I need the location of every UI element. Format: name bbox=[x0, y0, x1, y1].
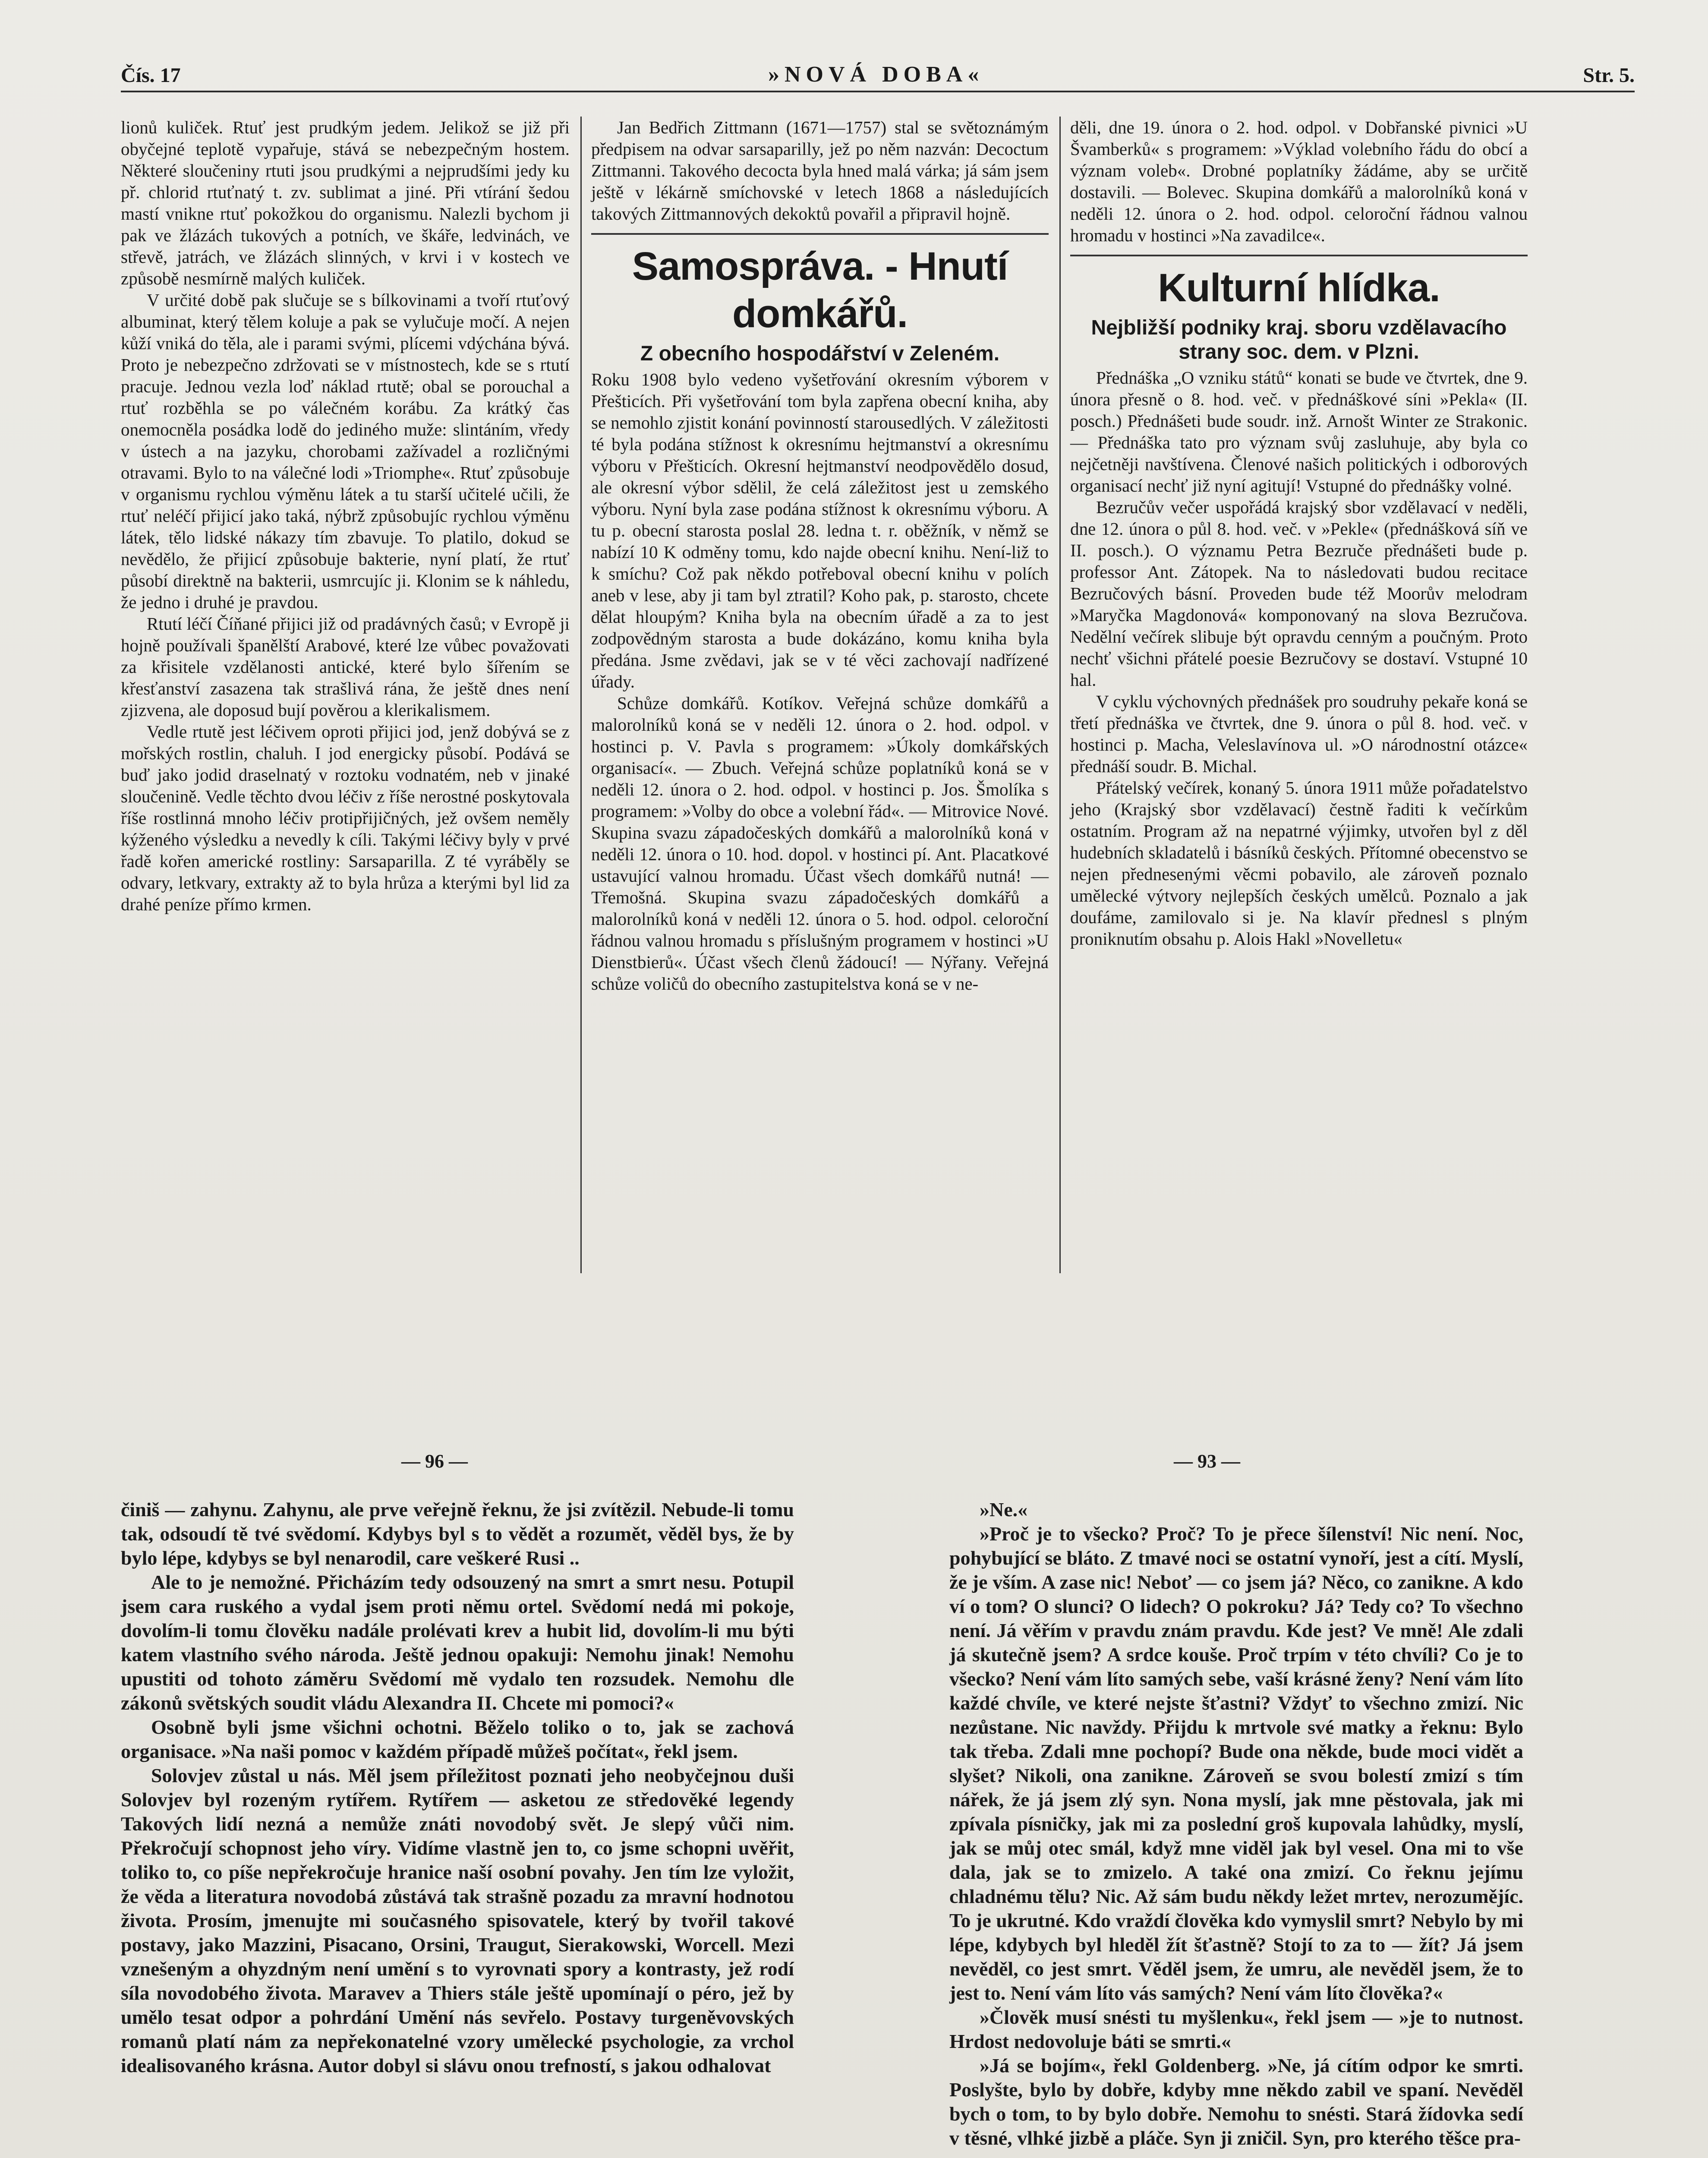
col2-paragraph-1: Roku 1908 bylo vedeno vyšetřování okresním výborem v Přešticích. Při vyšetřování tom byla zapřena obecní kniha, aby se nemohlo zjistit konání povinností starousedlých. V záležitosti té byla podána stížnost k okresnímu hejtmanství a okresnímu výboru v Přešticích. Okresní hejtmanství neodpovědělo dosud, ale okresní výbor sdělil, že celá záležitost jest u zemského výboru. Nyní byla zase podána stížnost k okresnímu výboru. A tu p. obecní starosta poslal 28. ledna t. r. oběžník, v němž se nabízí 10 K odměny tomu, kdo najde obecní knihu. Není-liž to k smíchu? Což pak někdo potřeboval obecní knihu v polích aneb v lese, aby ji tam byl ztratil? Koho pak, p. starosto, chcete dělat hloupým? Kniha byla na obecním úřadě a za to jest zodpovědným starosta a bude dokázáno, komu kniha byla předána. Jsme zvědavi, jak se v té věci zachovají nadřízené úřady. bbox=[591, 369, 1049, 691]
column-divider-2 bbox=[1059, 117, 1061, 1273]
issue-number: Čís. 17 bbox=[121, 64, 181, 87]
col3-divider bbox=[1070, 255, 1528, 256]
lower-right-paragraph-1: »Ne.« bbox=[980, 1499, 1028, 1521]
column-3 bbox=[1070, 117, 1528, 950]
col1-paragraph-2: V určité době pak slučuje se s bílkovinami a tvoří rtuťový albuminat, který tělem koluje a pak se vylučuje močí. A nejen kůží vniká do těla, ale i parami svými, plícemi vdýchána bývá. Proto je nebezpečno zdržovati se v místnostech, kde se s rtutí pracuje. Jednou vezla loď náklad rtutě; obal se porouchal a rtuť rozběhla se po válečném korábu. Za krátký čas onemocněla posádka lodě do jediného muže: slintáním, vředy v ústech a na jazyku, chorobami zažívadel a rozličnými otravami. Bylo to na válečné lodi »Triomphe«. Rtuť způsobuje v organismu rychlou výměnu látek a tu starší učitelé učili, že rtuť neléčí přijicí jako taká, nýbrž způsobujíc rychlou výměnu látek, tělo lidské nákazy tím zbavuje. To platilo, dokud se nevědělo, že přijicí způsobuje bakterie, nyní platí, že rtuť působí direktně na bakterii, usmrcujíc ji. Klonim se k náhledu, že jedno i druhé je pravdou. bbox=[121, 290, 570, 612]
page-label: Str. 5. bbox=[1583, 64, 1635, 87]
col1-paragraph-4: Vedle rtutě jest léčivem oproti přijici jod, jenž dobývá se z mořských rostlin, chaluh. I jod energicky působí. Podává se buď jako jodid draselnatý v roztoku vodnatém, neb v jinaké sloučenině. Vedle těchto dvou léčiv z říše nerostné poskytovala říše rostlinná mnoho léčiv protipřijičných, jež ovšem neměly kýženého výsledku a nevedly k cíli. Takými léčivy byly v prvé řadě kořen americké rostliny: Sarsaparilla. Z té vyráběly se odvary, letkvary, extrakty až to byla hrůza a kterými byl lid za drahé peníze přímo krmen. bbox=[121, 722, 570, 914]
col3-paragraph-1: Přednáška „O vzniku států“ konati se bude ve čtvrtek, dne 9. února přesně o 8. hod. več. v přednáškové síni »Pekla« (II. posch.) Přednášeti bude soudr. inž. Arnošt Winter ze Strakonic. — Přednáška tato pro význam svůj zasluhuje, aby byla co nejčetněji navštívena. Členové našich politických i odborových organisací nechť již nyní agitují! Vstupné do přednášky volné. bbox=[1070, 368, 1528, 495]
lower-left-paragraph-3: Osobně byli jsme všichni ochotni. Běželo toliko o to, jak se zachová organisace. »Na naši pomoc v každém případě můžeš počítat«, řekl jsem. bbox=[121, 1716, 794, 1762]
masthead-title: »NOVÁ DOBA« bbox=[768, 62, 984, 87]
column-1 bbox=[121, 117, 570, 915]
col3-paragraph-4: Přátelský večírek, konaný 5. února 1911 může pořadatelstvo jeho (Krajský sbor vzdělavací) čestně řaditi k večírkům ostatním. Program až na nepatrné výjimky, utvořen byl z děl hudebních skladatelů i básníků českých. Přítomné obecenstvo se nejen přednesenými věcmi pobavilo, ale zároveň poznalo umělecké výtvory nejlepších českých umělců. Poznalo a jak doufáme, zamilovalo si je. Na klavír přednesl s plným proniknutím obsahu p. Alois Hakl »Novelletu« bbox=[1070, 778, 1528, 949]
col3-paragraph-2: Bezručův večer uspořádá krajský sbor vzdělavací v neděli, dne 12. února o půl 8. hod. več. v »Pekle« (přednášková síň ve II. posch.). O významu Petra Bezruče přednášeti bude p. professor Ant. Zátopek. Na to následovati budou recitace Bezručových básní. Proveden bude též Moorův melodram »Maryčka Magdonová« komponovaný na slova Bezručova. Nedělní večírek slibuje být opravdu cenným a poučným. Proto nechť všichni přátelé poesie Bezručovy se dostaví. Vstupné 10 hal. bbox=[1070, 497, 1528, 690]
column-divider-1 bbox=[580, 117, 582, 1273]
lower-left-paragraph-1: činiš — zahynu. Zahynu, ale prve veřejně řeknu, že jsi zvítězil. Nebude-li tomu tak, odsoudí tě tvé svědomí. Kdybys byl s to vědět a rozumět, věděl bys, že by bylo lépe, kdybys se byl nenarodil, care veškeré Rusi .. bbox=[121, 1499, 794, 1569]
lower-left-paragraph-2: Ale to je nemožné. Přicházím tedy odsouzený na smrt a smrt nesu. Potupil jsem cara ruského a vydal jsem proti němu ortel. Svědomí nedá mi pokoje, dovolím-li tomu člověku nadále prolévati krev a hubit lid, dovolím-li mu býti katem vlastního svého národa. Ještě jednou opakuji: Nemohu jinak! Nemohu upustiti od tohoto záměru Svědomí mě vydalo ten rozsudek. Nemohu dle zákonů světských soudit vládu Alexandra II. Chcete mi pomoci?« bbox=[121, 1571, 794, 1714]
col1-paragraph-1: lionů kuliček. Rtuť jest prudkým jedem. Jelikož se již při obyčejné teplotě vypařuje, stává se nebezpečným hostem. Některé sloučeniny rtuti jsou prudkými a nejprudšími jedy ku př. chlorid rtuťnatý t. zv. sublimat a jiné. Při vtírání šedou mastí vnikne rtuť pokožkou do organismu. Nalezli bychom ji pak ve žlázách tukových a potních, ve škáře, ledvinách, ve střevě, jatrách, ve žlázách slinných, v krvi i v kostech ve způsobě nesmírně malých kuliček. bbox=[121, 117, 570, 288]
lower-left-page bbox=[121, 1498, 794, 2078]
lower-left-paragraph-4: Solovjev zůstal u nás. Měl jsem příležitost poznati jeho neobyčejnou duši Solovjev byl rozeným rytířem. Rytířem — asketou ze středověké legendy Takových lidí nezná a nemůže znáti novodobý svět. Je slepý vůči nim. Překročují schopnost jeho víry. Vidíme vlastně jen to, co jsme schopni uvěřit, toliko to, co píše nepřekročuje hranice naší osobní povahy. Jen tím lze vyložit, že věda a literatura novodobá zůstává tak strašně pozadu za mravní hodnotou života. Prosím, jmenujte mi současného spisovatele, který by tvořil takové postavy, jako Mazzini, Pisacano, Orsini, Traugut, Sierakowski, Worcell. Mezi vznešeným a ohyzdným není umění s to vyrovnati spory a kontrasty, jež rodí síla novodobého života. Maravev a Thiers stále ještě upomínají o péro, jež by umělo tesat odpor a pohrdání Umění nás sevřelo. Postavy turgeněvovských romanů platí nám za nepřekonatelné vzory umělecké psychologie, za vrchol idealisovaného krásna. Autor dobyl si slávu onou trefností, s jakou odhalovat bbox=[121, 1764, 794, 2076]
col2-paragraph-2: Schůze domkářů. Kotíkov. Veřejná schůze domkářů a malorolníků koná se v neděli 12. února o 2. hod. odpol. v hostinci p. V. Pavla s programem: »Úkoly domkářských organisací«. — Zbuch. Veřejná schůze poplatníků koná se v neděli 12. února o 2. hod. odpol. v hostinci p. Jos. Šmolíka s programem: »Volby do obce a volební řád«. — Mitrovice Nové. Skupina svazu západočeských domkářů a malorolníků koná v neděli 12. února o 10. hod. dopol. v hostinci pí. Ant. Placatkové ustavující valnou hromadu. Účast všech domkářů nutná! — Třemošná. Skupina svazu západočeských domkářů a malorolníků koná v neděli 12. února o 5. hod. odpol. celoroční řádnou valnou hromadu s příslušným programem v hostinci »U Dienstbierů«. Účast všech členů žádoucí! — Nýřany. Veřejná schůze voličů do obecního zastupitelstva koná se v ne- bbox=[591, 693, 1049, 994]
lower-right-paragraph-4: »Já se bojím«, řekl Goldenberg. »Ne, já cítím odpor ke smrti. Poslyšte, bylo by dobře, kdyby mne někdo zabil ve spaní. Nevěděl bych o tom, to by bylo dobře. Nemohu to snésti. Stará žídovka sedí v těsné, vlhké jizbě a pláče. Syn ji zničil. Syn, pro kterého těšce pra- bbox=[949, 2054, 1523, 2149]
section-title-samosprava: Samospráva. - Hnutí domkářů. bbox=[632, 244, 1008, 336]
subsection-title-podniky: Nejbližší podniky kraj. sboru vzdělavacího strany soc. dem. v Plzni. bbox=[1091, 316, 1507, 363]
subsection-title-zeleny: Z obecního hospodářství v Zeleném. bbox=[640, 342, 1000, 365]
col3-intro: děli, dne 19. února o 2. hod. odpol. v Dobřanské pivnici »U Švamberků« s programem: »Výklad volebního řádu do obcí a význam voleb«. Drobné poplatníky žádáme, aby se určitě dostavili. — Bolevec. Skupina domkářů a malorolníků koná v neděli 12. února o 2. hod. odpol. celoroční řádnou valnou hromadu v hostinci »Na zavadilce«. bbox=[1070, 117, 1528, 245]
col2-divider bbox=[591, 233, 1049, 235]
col2-intro: Jan Bedřich Zittmann (1671—1757) stal se světoznámým předpisem na odvar sarsaparilly, jež po něm nazván: Decoctum Zittmanni. Takového decocta byla hned malá várka; já sám jsem ještě v lékárně smíchovské v letech 1868 a následujících takových Zittmannových dekoktů povařil a připravil hojně. bbox=[591, 117, 1049, 224]
col3-paragraph-3: V cyklu výchovných přednášek pro soudruhy pekaře koná se třetí přednáška ve čtvrtek, dne 9. února o půl 8. hod. več. v hostinci p. Macha, Veleslavínova ul. »O národnostní otázce« přednáší soudr. B. Michal. bbox=[1070, 691, 1528, 776]
col1-paragraph-3: Rtutí léčí Číňané přijici již od pradávných časů; v Evropě ji hojně používali španělští Arabové, které lze vůbec považovati za křisitele vzdělanosti antické, které bylo šířením se křesťanství zasazena tak strašlivá rána, že ještě dnes není zjizvena, ale doposud bují pověrou a klerikalismem. bbox=[121, 614, 570, 720]
running-header bbox=[121, 56, 1635, 92]
lower-right-paragraph-2: »Proč je to všecko? Proč? To je přece šílenství! Nic není. Noc, pohybující se bláto. Z tmavé noci se ostatní vynoří, jest a cítí. Myslí, že je vším. A zase nic! Neboť — co jsem já? Něco, co zanikne. A kdo ví o tom? O slunci? O lidech? O pokroku? Já? Tedy co? To všechno není. Já věřím v pravdu znám pravdu. Kde jest? Ve mně! Ale zdali já skutečně jsem? A srdce kouše. Proč trpím v této chvíli? Co je to všecko? Není vám líto samých sebe, vaší krásné ženy? Není vám líto každé chvíle, ve které nejste šťastni? Vždyť to všechno zmizí. Nic nezůstane. Nic navždy. Přijdu k mrtvole své matky a řeknu: Bylo tak třeba. Zdali mne pochopí? Bude ona někde, bude moci vidět a slyšet? Nikoli, ona zanikne. Zároveň se svou bolestí zmizí s tím nářek, že já jsem zlý syn. Nona myslí, jak mne pěstovala, jak mi zpívala písničky, jak mi za poslední groš kupovala lahůdky, myslí, jak se můj otec smál, když mne viděl jak byl vesel. Ona mi to vše dala, jak se to zmizelo. A také ona zmizí. Co řeknu jejímu chladnému tělu? Nic. Až sám budu někdy ležet mrtev, nerozumějíc. To je ukrutné. Kdo vraždí člověka kdo vymyslil smrt? Nebylo by mi lépe, kdybych byl hleděl žít šťastně? Stojí to za to — žít? Já jsem nevěděl, co jest smrt. Věděl jsem, že umru, ale nevěděl jsem, že to jest to. Není vám líto vás samých? Není vám líto člověka?« bbox=[949, 1523, 1523, 2004]
lower-right-paragraph-3: »Člověk musí snésti tu myšlenku«, řekl jsem — »je to nutnost. Hrdost nedovoluje báti se smrti.« bbox=[949, 2006, 1523, 2052]
column-2 bbox=[591, 117, 1049, 994]
left-page-number: — 96 — bbox=[401, 1451, 468, 1472]
section-title-kulturni-hlidka: Kulturní hlídka. bbox=[1158, 266, 1440, 310]
right-page-number: — 93 — bbox=[1174, 1451, 1240, 1472]
lower-right-page bbox=[949, 1498, 1523, 2150]
